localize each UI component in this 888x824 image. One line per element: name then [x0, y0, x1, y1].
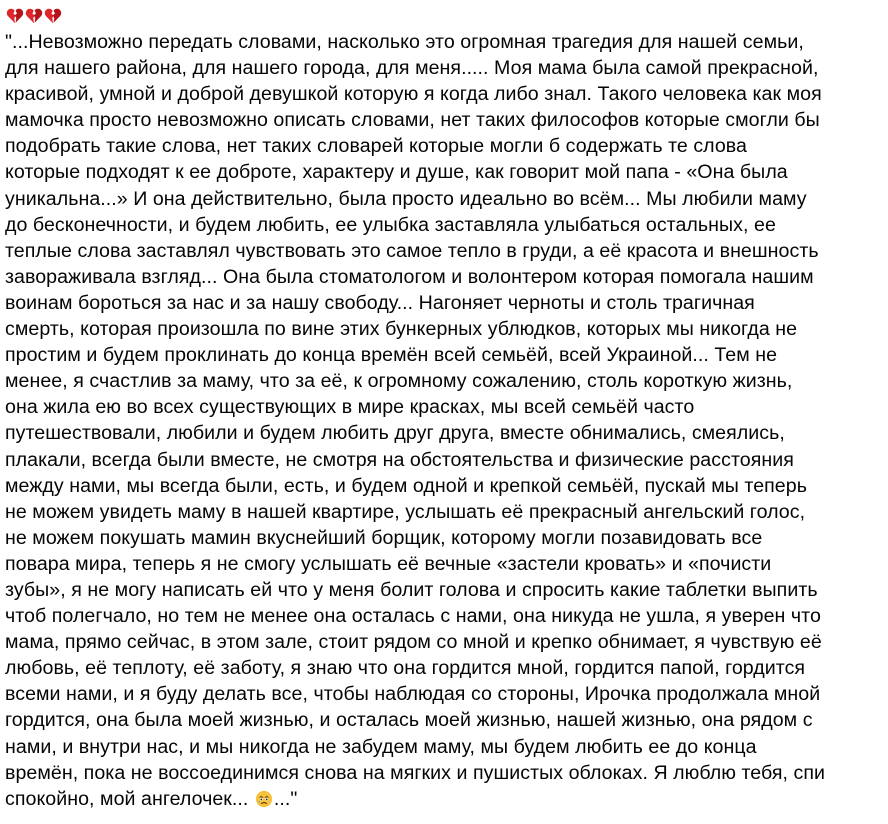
header-emoji-row [6, 3, 878, 29]
broken-heart-emoji-icon [25, 7, 43, 25]
post-text-line: красивой, умной и доброй девушкой которую я когда либо знал. Такого человека как моя [5, 83, 822, 106]
post-text-lines [5, 29, 878, 786]
post-text-line: мама, прямо сейчас, в этом зале, стоит рядом со мной и крепко обнимает, я чувствую её [5, 631, 822, 654]
last-line-end: ..." [273, 787, 298, 810]
post-text-line: уникальна...» И она действительно, была просто идеально во всём... Мы любили маму [5, 187, 807, 210]
post-text-line: путешествовали, любили и будем любить друг друга, вместе обнимались, смеялись, [5, 422, 785, 445]
post-text-line: нами, и внутри нас, и мы никогда не забудем маму, мы будем любить ее до конца [5, 735, 757, 758]
post-text-line: плакали, всегда были вместе, не смотря на обстоятельства и физические расстояния [5, 448, 794, 471]
post-text-line: теплые слова заставлял чувствовать это самое тепло в груди, а её красота и внешность [5, 239, 819, 262]
post-text-line: простим и будем проклинать до конца времён всей семьёй, всей Украиной... Тем не [5, 344, 778, 367]
post-text-line: всеми нами, и я буду делать все, чтобы наблюдая со стороны, Ирочка продолжала мной [5, 683, 821, 706]
post-text-line: гордится, она была моей жизнью, и осталась моей жизнью, нашей жизнью, она рядом с [5, 709, 813, 732]
post-text-line: зубы», я не могу написать ей что у меня болит голова и спросить какие таблетки выпить [5, 578, 818, 601]
post-text-line: "...Невозможно передать словами, насколько это огромная трагедия для нашей семьи, [5, 31, 804, 53]
post-text-line: времён, пока не воссоединимся снова на мягких и пушистых облоках. Я люблю тебя, спи [5, 761, 825, 784]
post-text-line: чтоб полегчало, но тем не менее она осталась с нами, она никуда не ушла, я уверен что [5, 605, 821, 628]
post-text-line: завораживала взгляд... Она была стоматологом и волонтером которая помогала нашим [5, 265, 814, 288]
post-text [5, 29, 878, 812]
post-text-line: не можем увидеть маму в нашей квартире, услышать её прекрасный ангельский голос, [5, 500, 806, 523]
post-text-line: подобрать такие слова, нет таких словарей которые могли б содержать те слова [5, 135, 747, 158]
post-text-last-line [5, 786, 878, 812]
post-text-line: любовь, её теплоту, её заботу, я знаю что она гордится мной, гордится папой, гордится [5, 657, 806, 680]
post-text-line: для нашего района, для нашего города, для меня..... Моя мама была самой прекрасной, [5, 57, 819, 80]
post-text-line: не можем покушать мамин вкуснейший борщик, которому могли позавидовать все [5, 526, 763, 549]
post-text-line: воинам бороться за нас и за нашу свободу... Нагоняет черноты и столь трагичная [5, 291, 755, 314]
post-text-line: менее, я счастлив за маму, что за её, к огромному сожалению, столь короткую жизнь, [5, 370, 793, 393]
post-text-line: которые подходят к ее доброте, характеру и душе, как говорит мой папа - «Она была [5, 161, 788, 184]
post-text-line: между нами, мы всегда были, есть, и будем одной и крепкой семьёй, пускай мы теперь [5, 474, 807, 497]
broken-heart-emoji-icon [6, 7, 24, 25]
post-text-line: смерть, которая произошла по вине этих бункерных ублюдков, которых мы никогда не [5, 318, 798, 341]
last-line-start: спокойно, мой ангелочек... [5, 787, 254, 810]
broken-heart-emoji-icon [44, 7, 62, 25]
post-text-line: до бесконечности, и будем любить, ее улыбка заставляла улыбаться остальных, ее [5, 213, 776, 236]
post-text-line: повара мира, теперь я не смогу услышать её вечные «застели кровать» и «почисти [5, 552, 772, 575]
post-text-line: мамочка просто невозможно описать словами, нет таких философов которые смогли бы [5, 109, 820, 132]
crying-face-emoji-icon [255, 789, 273, 807]
post-text-line: она жила ею во всех существующих в мире красках, мы всей семьёй часто [5, 396, 695, 419]
